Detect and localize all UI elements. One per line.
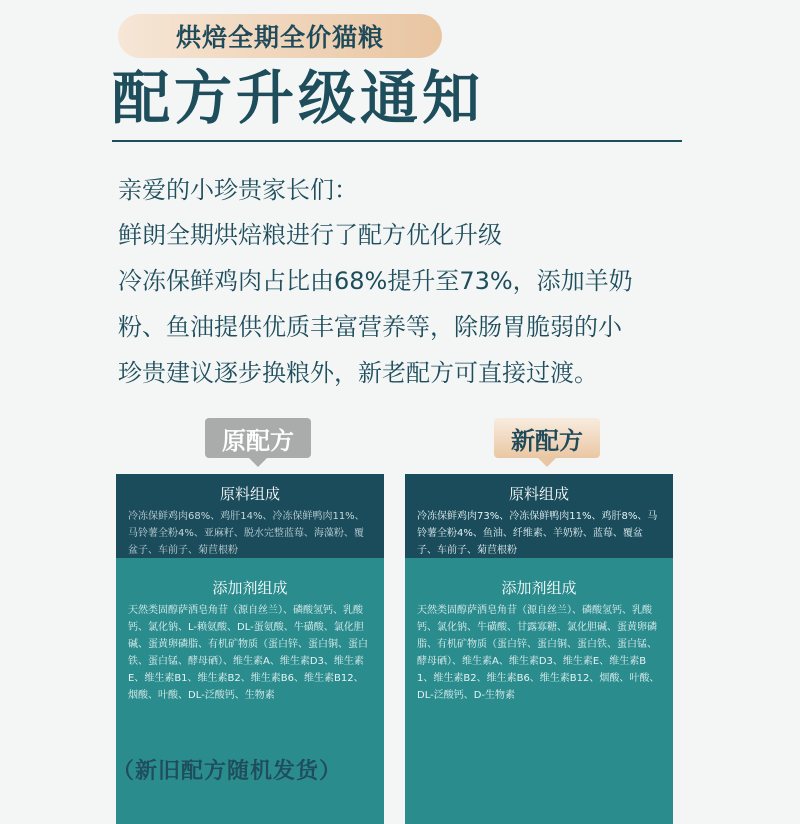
old-additives-text: 天然类固醇萨洒皂角苷（源自丝兰）、磷酸氢钙、乳酸钙、氯化钠、L-赖氨酸、DL-蛋氨酸、牛磺酸、氯化胆碱、蛋黄卵磷脂、有机矿物质（蛋白锌、蛋白铜、蛋白铁、蛋白锰、酵母硒）、维生素A、维生素D3、维生素E、维生素B1、维生素B2、维生素B6、维生素B12、烟酸、叶酸、DL-泛酸钙、生物素: [128, 605, 368, 701]
category-pill: [118, 14, 442, 58]
new-formula-label: [494, 418, 600, 458]
old-additives-title: 添加剂组成: [212, 579, 288, 597]
new-formula-pointer: [538, 458, 556, 467]
intro-line-2: 冷冻保鲜鸡肉占比由68%提升至73%，添加羊奶: [118, 267, 633, 295]
new-ingredients-text: 冷冻保鲜鸡肉73%、冷冻保鲜鸭肉11%、鸡肝8%、马铃薯全粉4%、鱼油、纤维素、羊奶粉、蓝莓、覆盆子、车前子、菊苣根粉: [417, 511, 658, 556]
new-formula-panel: [405, 474, 673, 824]
shipping-note: （新旧配方随机发货）: [112, 759, 343, 784]
intro-line-3: 粉、鱼油提供优质丰富营养等，除肠胃脆弱的小: [118, 313, 622, 341]
new-ingredients-section: [405, 474, 673, 558]
new-additives-title: 添加剂组成: [501, 579, 577, 597]
title-divider: [112, 140, 682, 142]
old-ingredients-section: [116, 474, 384, 558]
old-ingredients-text: 冷冻保鲜鸡肉68%、鸡肝14%、冷冻保鲜鸭肉11%、马铃薯全粉4%、亚麻籽、脱水完整蓝莓、海藻粉、覆盆子、车前子、菊苣根粉: [128, 511, 365, 556]
old-formula-pointer: [249, 458, 267, 467]
intro-line-1: 鲜朗全期烘焙粮进行了配方优化升级: [118, 221, 502, 249]
intro-line-4: 珍贵建议逐步换粮外，新老配方可直接过渡。: [118, 359, 598, 387]
new-formula-label-text: 新配方: [511, 426, 583, 455]
new-additives-text: 天然类固醇萨洒皂角苷（源自丝兰）、磷酸氢钙、乳酸钙、氯化钠、牛磺酸、甘露寡糖、氯化胆碱、蛋黄卵磷脂、有机矿物质（蛋白锌、蛋白铜、蛋白铁、蛋白锰、酵母硒）、维生素A、维生素D3、维生素E、维生素B1、维生素B2、维生素B6、维生素B12、烟酸、叶酸、DL-泛酸钙、D-生物素: [417, 605, 660, 701]
new-additives-section: [405, 558, 673, 824]
new-ingredients-title: 原料组成: [508, 485, 569, 503]
intro-greeting: 亲爱的小珍贵家长们：: [118, 176, 358, 204]
old-formula-label: [205, 418, 311, 458]
page-title: 配方升级通知: [112, 64, 485, 132]
old-ingredients-title: 原料组成: [219, 485, 280, 503]
old-formula-label-text: 原配方: [222, 426, 294, 455]
category-pill-text: 烘焙全期全价猫粮: [175, 23, 384, 52]
